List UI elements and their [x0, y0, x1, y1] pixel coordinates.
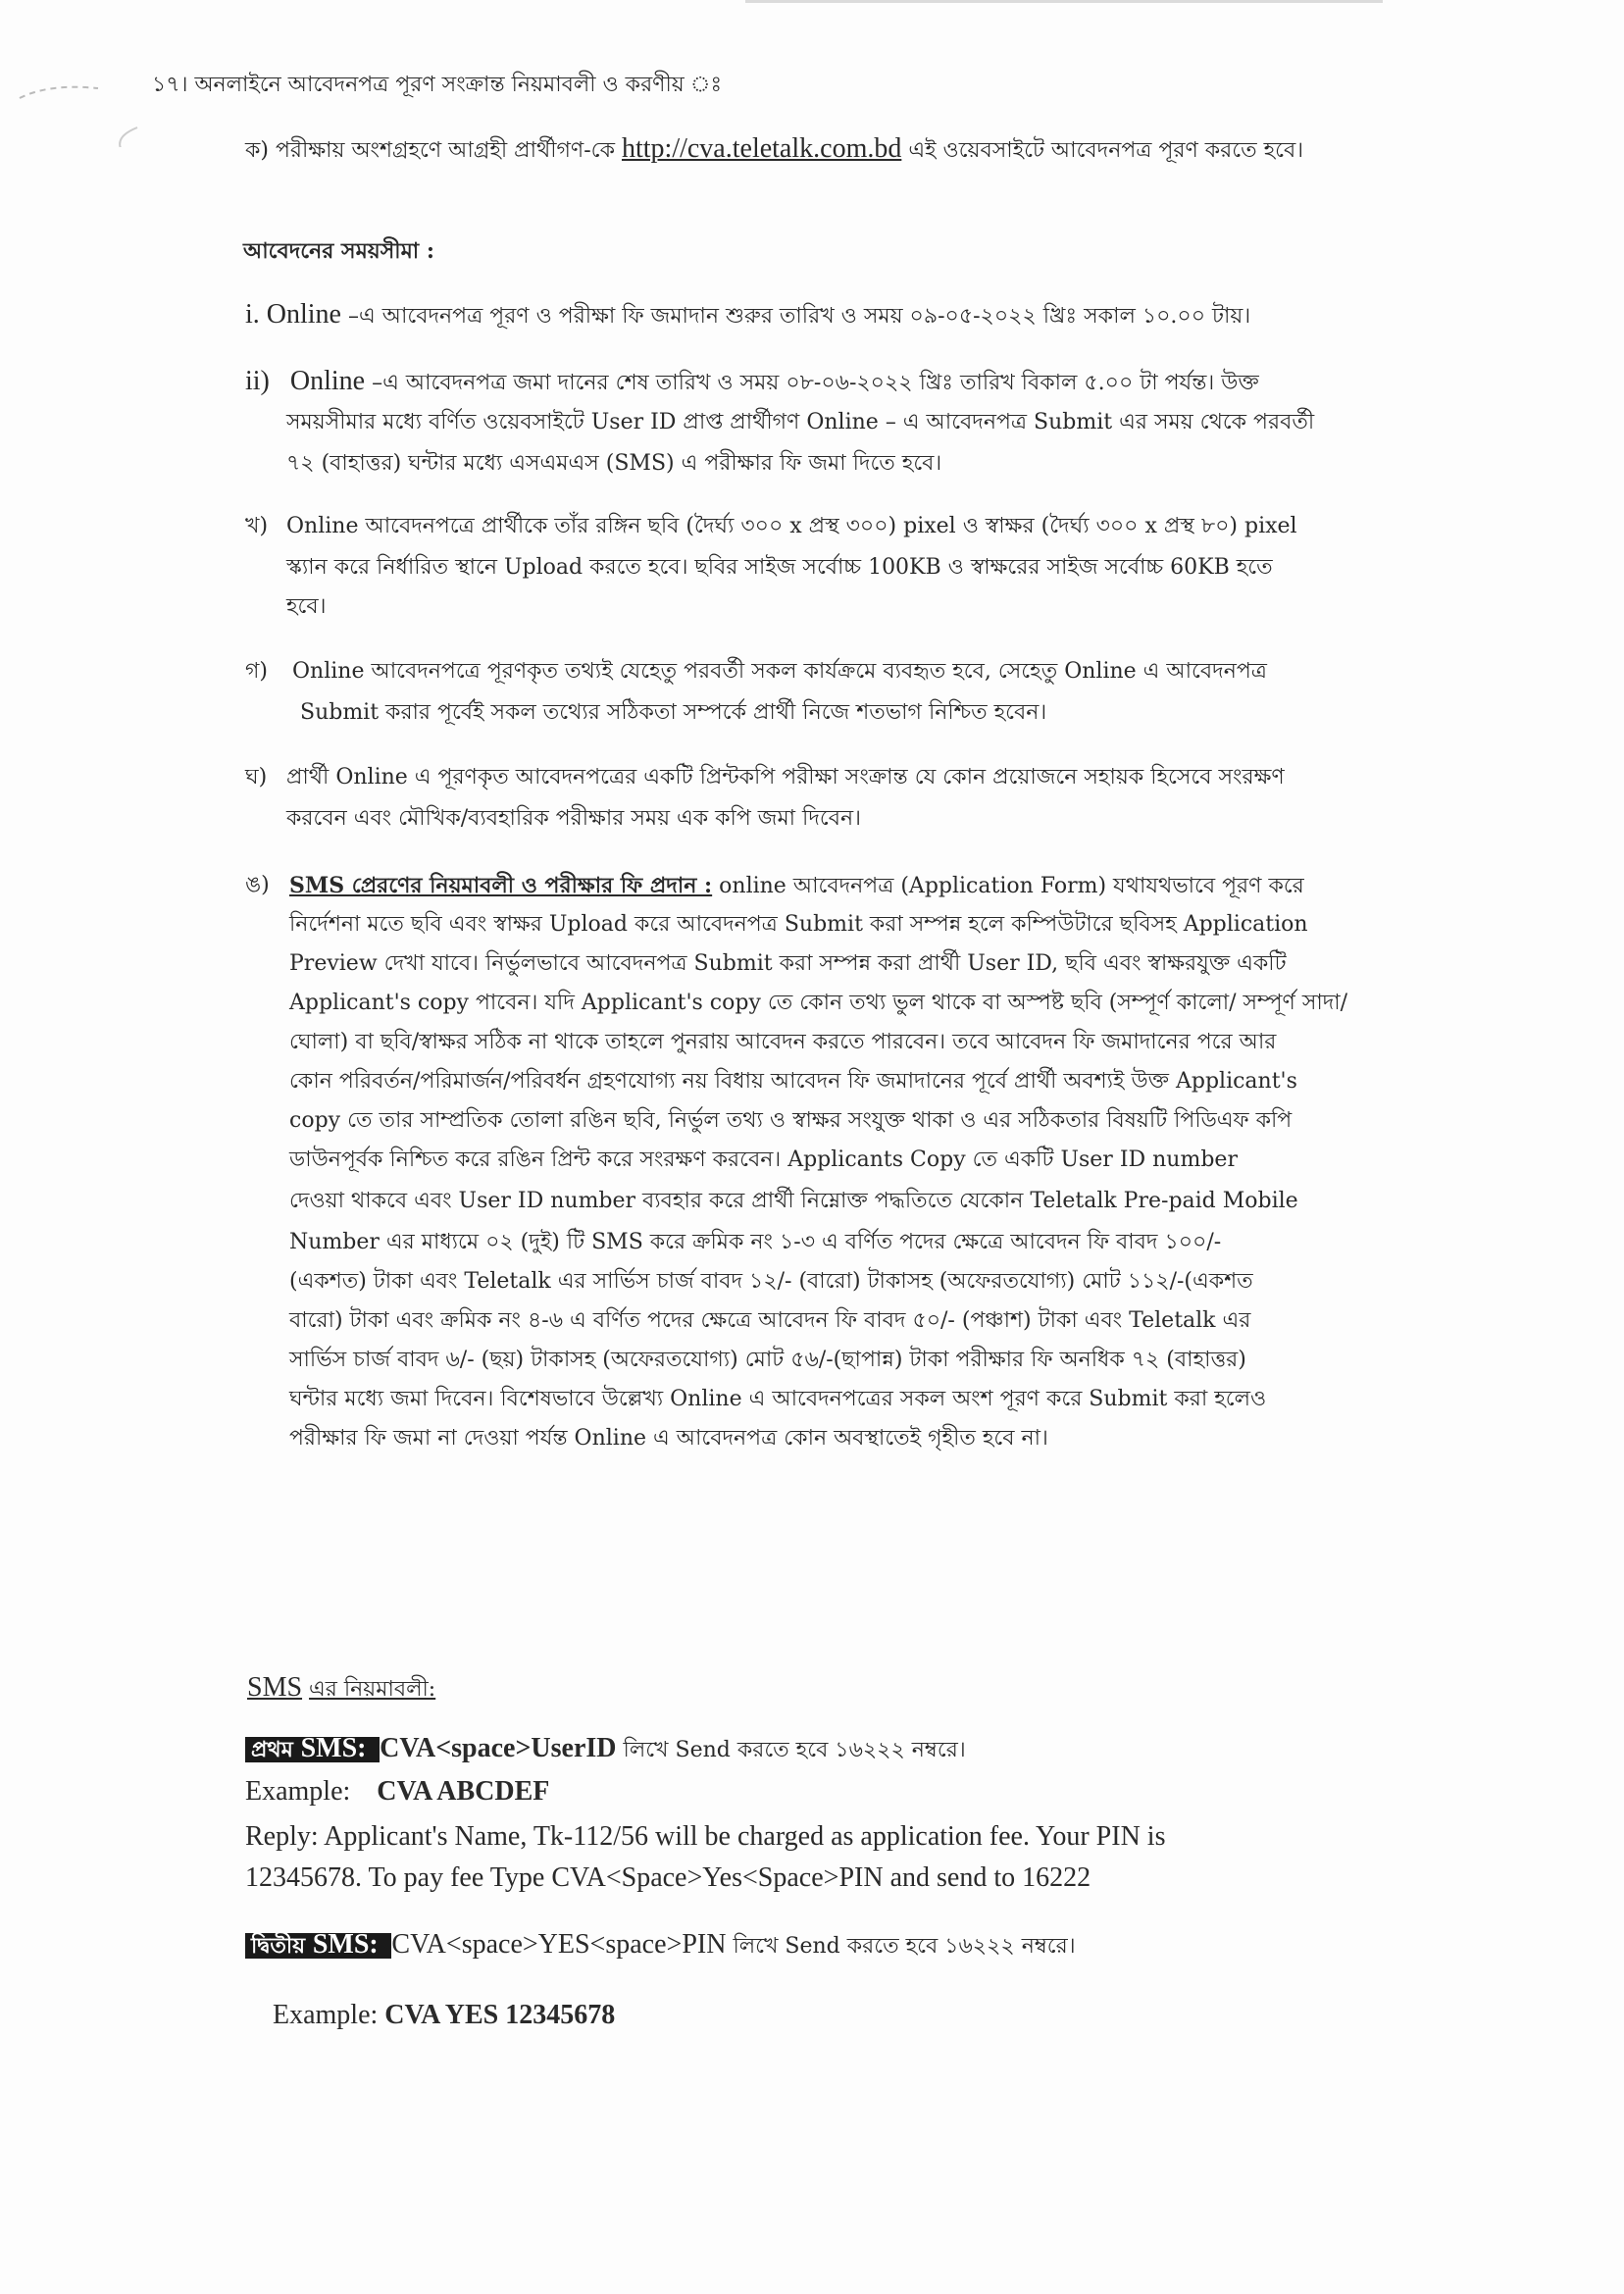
deadline-ii-line1 — [245, 367, 1259, 398]
example2-line — [273, 2001, 615, 2030]
example1-value: CVA ABCDEF — [377, 1776, 550, 1807]
item-umo-line7: ডাউনপূর্বক নিশ্চিত করে রঙিন প্রিন্ট করে সংরক্ষণ করবেন। Applicants Copy তে একটি User ID number — [289, 1147, 1238, 1172]
deadline-i-online: Online — [266, 299, 341, 330]
item-ka-before: পরীক্ষায় অংশগ্রহণে আগ্রহী প্রার্থীগণ-কে — [275, 138, 615, 163]
item-gha-line2: করবেন এবং মৌখিক/ব্যবহারিক পরীক্ষার সময় এক কপি জমা দিবেন। — [286, 806, 861, 831]
example2-value: CVA YES 12345678 — [384, 2000, 616, 2030]
reply-line2: 12345678. To pay fee Type CVA<Space>Yes<Space>PIN and send to 16222 — [245, 1862, 1091, 1893]
second-sms-badge — [245, 1929, 391, 1960]
item-umo-line4: ঘোলা) বা ছবি/স্বাক্ষর সঠিক না থাকে তাহলে পুনরায় আবেদন করতে পারবেন। তবে আবেদন ফি জমাদানের পরে আর — [289, 1030, 1277, 1054]
item-umo-line0 — [289, 871, 1304, 901]
item-umo-line13: ঘন্টার মধ্যে জমা দিবেন। বিশেষভাবে উল্লেখ্য Online এ আবেদনপত্রের সকল অংশ পূরণ করে Submit করা হলেও — [289, 1387, 1267, 1411]
sms-rules-title-latin: SMS — [247, 1672, 303, 1703]
item-umo-line2: Preview দেখা যাবে। নির্ভুলভাবে আবেদনপত্র Submit করা সম্পন্ন করা প্রার্থী User ID, ছবি এবং স্বাক্ষরযুক্ত একটি — [289, 951, 1287, 976]
second-sms-tail: লিখে Send করতে হবে ১৬২২২ নম্বরে। — [733, 1934, 1076, 1959]
section-heading: ১৭। অনলাইনে আবেদনপত্র পূরণ সংক্রান্ত নিয়মাবলী ও করণীয় ঃ — [152, 73, 723, 97]
item-ga-marker: গ) — [245, 659, 269, 684]
item-umo-line5: কোন পরিবর্তন/পরিমার্জন/পরিবর্ধন গ্রহণযোগ্য নয় বিধায় আবেদন ফি জমাদানের পূর্বে প্রার্থী অবশ্যই উক্ত Applicant's — [289, 1069, 1297, 1094]
item-umo-line10: (একশত) টাকা এবং Teletalk এর সার্ভিস চার্জ বাবদ ১২/- (বারো) টাকাসহ (অফেরতযোগ্য) মোট ১১২/-(একশত — [289, 1269, 1253, 1294]
deadline-ii-line2: সময়সীমার মধ্যে বর্ণিত ওয়েবসাইটে User ID প্রাপ্ত প্রার্থীগণ Online – এ আবেদনপত্র Submit এর সময় থেকে পরবর্তী — [286, 410, 1315, 434]
item-umo-line12: সার্ভিস চার্জ বাবদ ৬/- (ছয়) টাকাসহ (অফেরতযোগ্য) মোট ৫৬/-(ছাপান্ন) টাকা পরীক্ষার ফি অনধিক ৭২ (বাহাত্তর) — [289, 1348, 1246, 1372]
deadline-i-marker: i. — [245, 299, 260, 330]
item-ga-line2: Submit করার পূর্বেই সকল তথ্যের সঠিকতা সম্পর্কে প্রার্থী নিজে শতভাগ নিশ্চিত হবেন। — [300, 700, 1047, 725]
first-sms-badge-latin: SMS: — [300, 1733, 367, 1763]
deadline-ii-text1: –এ আবেদনপত্র জমা দানের শেষ তারিখ ও সময় ০৮-০৬-২০২২ খ্রিঃ তারিখ বিকাল ৫.০০ টা পর্যন্ত। উক্ত — [372, 371, 1259, 395]
item-umo-marker: ঙ) — [245, 873, 270, 897]
example1-label: Example: — [245, 1776, 351, 1807]
first-sms-badge — [245, 1733, 380, 1763]
deadline-ii-marker: ii) — [245, 366, 270, 396]
item-gha-line1: প্রার্থী Online এ পূরণকৃত আবেদনপত্রের একটি প্রিন্টকপি পরীক্ষা সংক্রান্ত যে কোন প্রয়োজনে সহায়ক হিসেবে সংরক্ষণ — [286, 765, 1285, 790]
example2-label: Example: — [273, 2000, 379, 2030]
second-sms-command: CVA<space>YES<space>PIN — [391, 1929, 727, 1960]
item-umo-lead: SMS প্রেরণের নিয়মাবলী ও পরীক্ষার ফি প্রদান : — [289, 873, 713, 898]
reply-line1: Reply: Applicant's Name, Tk-112/56 will be charged as application fee. Your PIN is — [245, 1821, 1166, 1852]
teletalk-link[interactable]: http://cva.teletalk.com.bd — [621, 133, 902, 164]
deadline-i — [245, 300, 1250, 331]
second-sms-line — [245, 1930, 1076, 1962]
item-umo-line8: দেওয়া থাকবে এবং User ID number ব্যবহার করে প্রার্থী নিম্নোক্ত পদ্ধতিতে যেকোন Teletalk Pre-paid Mobile — [289, 1189, 1298, 1213]
scan-artifact-top — [745, 0, 1383, 13]
second-sms-badge-latin: SMS: — [312, 1929, 379, 1960]
example1-line — [245, 1777, 549, 1807]
item-kha-marker: খ) — [245, 514, 269, 538]
item-ka — [245, 134, 1303, 166]
second-sms-badge-bn: দ্বিতীয় — [251, 1933, 306, 1959]
item-kha-line2: স্ক্যান করে নির্ধারিত স্থানে Upload করতে হবে। ছবির সাইজ সর্বোচ্চ 100KB ও স্বাক্ষরের সাইজ সর্বোচ্চ 60KB হতে — [286, 555, 1273, 580]
first-sms-line — [245, 1734, 966, 1765]
first-sms-command: CVA<space>UserID — [380, 1733, 617, 1763]
deadline-ii-online: Online — [289, 366, 366, 396]
sms-rules-title — [247, 1673, 435, 1705]
item-umo-line9: Number এর মাধ্যমে ০২ (দুই) টি SMS করে ক্রমিক নং ১-৩ এ বর্ণিত পদের ক্ষেত্রে আবেদন ফি বাবদ ১০০/- — [289, 1230, 1222, 1254]
item-ka-after: এই ওয়েবসাইটে আবেদনপত্র পূরণ করতে হবে। — [908, 138, 1304, 163]
item-umo-line1: নির্দেশনা মতে ছবি এবং স্বাক্ষর Upload করে আবেদনপত্র Submit করা সম্পন্ন হলে কম্পিউটারে ছবিসহ Application — [289, 912, 1308, 937]
scan-artifact-left — [10, 69, 157, 147]
deadline-i-text: –এ আবেদনপত্র পূরণ ও পরীক্ষা ফি জমাদান শুরুর তারিখ ও সময় ০৯-০৫-২০২২ খ্রিঃ সকাল ১০.০০ টায়। — [348, 304, 1251, 329]
item-umo-line3: Applicant's copy পাবেন। যদি Applicant's copy তে কোন তথ্য ভুল থাকে বা অস্পষ্ট ছবি (সম্পূর্ণ কালো/ সম্পূর্ণ সাদা/ — [289, 991, 1348, 1015]
item-kha-line1: Online আবেদনপত্রে প্রার্থীকে তাঁর রঙ্গিন ছবি (দৈর্ঘ্য ৩০০ x প্রস্থ ৩০০) pixel ও স্বাক্ষর (দৈর্ঘ্য ৩০০ x প্রস্থ ৮০) pixel — [286, 514, 1297, 538]
first-sms-tail: লিখে Send করতে হবে ১৬২২২ নম্বরে। — [623, 1738, 966, 1762]
item-umo-line14: পরীক্ষার ফি জমা না দেওয়া পর্যন্ত Online এ আবেদনপত্র কোন অবস্থাতেই গৃহীত হবে না। — [289, 1426, 1048, 1451]
item-ga-line1: Online আবেদনপত্রে পূরণকৃত তথ্যই যেহেতু পরবর্তী সকল কার্যক্রমে ব্যবহৃত হবে, সেহেতু Online এ আবেদনপত্র — [292, 659, 1267, 684]
deadline-ii-line3: ৭২ (বাহাত্তর) ঘন্টার মধ্যে এসএমএস (SMS) এ পরীক্ষার ফি জমা দিতে হবে। — [286, 451, 942, 476]
item-umo-line6: copy তে তার সাম্প্রতিক তোলা রঙিন ছবি, নির্ভুল তথ্য ও স্বাক্ষর সংযুক্ত থাকা ও এর সঠিকতার বিষয়টি পিডিএফ কপি — [289, 1108, 1293, 1133]
deadline-heading: আবেদনের সময়সীমা : — [243, 238, 434, 264]
item-kha-line3: হবে। — [286, 594, 327, 619]
first-sms-badge-bn: প্রথম — [251, 1737, 293, 1762]
item-umo-line11: বারো) টাকা এবং ক্রমিক নং ৪-৬ এ বর্ণিত পদের ক্ষেত্রে আবেদন ফি বাবদ ৫০/- (পঞ্চাশ) টাকা এবং Teletalk এর — [289, 1308, 1251, 1333]
item-umo-text0: online আবেদনপত্র (Application Form) যথাযথভাবে পূরণ করে — [719, 874, 1304, 898]
sms-rules-title-bn: এর নিয়মাবলী: — [309, 1677, 436, 1702]
item-ka-marker: ক) — [245, 138, 269, 163]
item-gha-marker: ঘ) — [245, 765, 268, 790]
